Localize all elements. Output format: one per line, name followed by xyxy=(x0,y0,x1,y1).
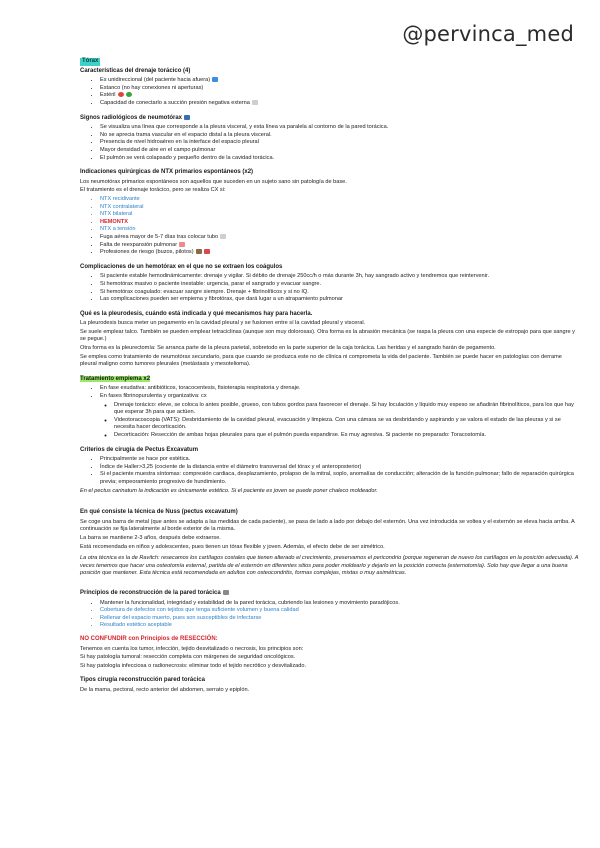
list-item: • El pulmón se verá colapsado y pequeño dentro de la cavidad torácica. xyxy=(100,155,580,163)
pilot-icon xyxy=(196,249,202,254)
pectus-note: En el pectus carinatum la indicación es únicamente estético. Si el paciente es joven se puede poner chaleco moldeador. xyxy=(80,487,378,494)
list-item: • Cobertura de defectos con tejidos que tenga suficiente volumen y buena calidad xyxy=(100,607,580,615)
pleurodesis-paragraph: La pleurodesis busca meter un pegamento en la cavidad pleural y se fusionen entre sí la cavidad pleural y visceral. xyxy=(80,320,366,327)
noconfundir-line: Si hay patología infecciosa o radionecrosis: eliminar todo el tejido necrótico y desvitalizado. xyxy=(80,662,307,669)
drenaje-title: Características del drenaje torácico (4) xyxy=(80,67,191,74)
empiema-list xyxy=(80,385,580,439)
list-item: • NTX recidivante xyxy=(100,196,580,204)
list-item: • Resultado estético aceptable xyxy=(100,622,580,630)
list-item: • NTX bilateral xyxy=(100,211,580,219)
list-item: • No se aprecia trama vascular en el espacio distal a la pleura visceral. xyxy=(100,132,580,140)
list-item: • Mayor densidad de aire en el campo pulmonar xyxy=(100,147,580,155)
xray-icon xyxy=(184,115,190,120)
noconfundir-title: NO CONFUNDIR con Principios de RESECCIÓN: xyxy=(80,635,218,642)
list-item: • En fases fibrinopurulenta y organizativa: cx ◦ Drenaje torácico: eleve, se coloca lo antes posible, grueso, con tubos gordos para favorecer el drenaje. Si hay loculación y líquido muy espeso se añadirán fibrinolíticos, para los que hay que esperar 3h para que actúen. ◦ Videotoracoscopia (VATS): Desbridamiento de la cavidad pleural, evacuación y limpieza. Con una cámara se va desbridando y aspirando y se valora el estado de las pleuras y si se necesita hacer decorticación. ◦ Decorticación: Resección de ambas hojas pleurales para que el pulmón pueda expandirse. Es muy agresiva. Si paciente no preparado: Toracostomía. xyxy=(100,393,580,440)
nuss-title: En qué consiste la técnica de Nuss (pectus excavatum) xyxy=(80,509,238,516)
noconfundir-line: Si hay patología tumoral: resección completa con márgenes de seguridad oncológicos. xyxy=(80,654,296,661)
pleurodesis-title: Qué es la pleurodesis, cuándo está indicada y qué mecanismos hay para hacerla. xyxy=(80,310,313,317)
noconfundir-line: Tenemos en cuenta los tumor, infección, tejido desvitalizado o necrosis, los principios son: xyxy=(80,645,304,652)
microbe-icon xyxy=(126,92,132,97)
list-item: • Si el paciente muestra síntomas: compresión cardiaca, desplazamiento, prolapso de la mitral, soplo, anomalías de conducción; alteración de la función pulmonar; fallo de reparación quirúrgica previa; empeoramiento progresivo de hundimiento. xyxy=(100,471,580,486)
list-item: • NTX a tensión xyxy=(100,226,580,234)
vacuum-icon xyxy=(252,100,258,105)
list-item: • Falta de reexpansión pulmonar xyxy=(100,242,580,250)
indicaciones-list xyxy=(80,196,580,257)
pleurodesis-paragraph: Se suele emplear talco. También se pueden emplear tetraciclinas (aunque son muy dolorosas). Otra forma es la abrasión mecánica (se raspa la pleura con una especie de estropajo para que sangre y se pegue.) xyxy=(80,328,575,343)
indicaciones-intro-2: El tratamiento es el drenaje torácico, pero se realiza CX si: xyxy=(80,187,226,194)
signos-list xyxy=(80,124,580,162)
pleurodesis-paragraph: Se emplea como tratamiento de neumotórax secundario, para que cuando se produzca este no de clínica ni comprometa la vida del paciente. También se puede hacer en patologías con derrame pleural maligno como tumores pleurales (metástasis y mesotelioma). xyxy=(80,353,562,368)
list-item: • En fase exudativa: antibióticos, toracocentesis, fisioterapia respiratoria y drenaje. xyxy=(100,385,580,393)
plane-icon xyxy=(204,249,210,254)
empiema-sublist xyxy=(100,402,580,440)
ravitch-paragraph: La otra técnica es la de Ravitch: resecamos los cartílagos costales que tienen alterado el crecimiento, preservamos el pericondrio (porque regeneran de nuevo los cartílagos en la posición adecuada). A veces tenemos que hacer una osteotomía esternal, partida de el esternón en diferentes sitios para poder moldearlo y dejarlo en la posición correcta (esternotomía). Solo hay que llegar a una buena posición que mantener. Esta técnica está recomendada en adultos con osteocondritis, formas complejas, mixtas o muy asimétricas. xyxy=(80,555,579,577)
list-item: • Las complicaciones pueden ser empiema y fibrotórax, que dará lugar a un atrapamiento pulmonar xyxy=(100,296,580,304)
list-item: • Principalmente se hace por estética. xyxy=(100,456,580,464)
nuss-paragraph: Está recomendada en niños y adolescentes, pues tienen un tórax flexible y joven. Además, el efecto debe de ser simétrico. xyxy=(80,543,385,550)
list-item: • Capacidad de conectarlo a succión presión negativa externa xyxy=(100,100,580,108)
list-item: • Es unidireccional (del paciente hacia afuera) xyxy=(100,77,580,85)
indicaciones-intro-1: Los neumotórax primarios espontáneos son aquellos que suceden en un sujeto sano sin patología de base. xyxy=(80,178,347,185)
nuss-paragraph: Se coge una barra de metal (que antes se adapta a las medidas de cada paciente), se pasa de lado a lado por debajo del esternón. Una vez introducida se voltea y el esternón se eleva hacia arriba. A continuación se fija lateralmente al borde exterior de la misma. xyxy=(80,518,575,533)
watermark: @pervinca_med xyxy=(402,22,574,46)
list-item: • Fuga aérea mayor de 5-7 días tras colocar tubo xyxy=(100,234,580,242)
tipos-title: Tipos cirugía reconstrucción pared torácica xyxy=(80,677,205,684)
list-item: • Rellenar del espacio muerto, pues son susceptibles de infectarse xyxy=(100,615,580,623)
empiema-title: Tratamiento empiema x2 xyxy=(80,375,151,382)
wrench-icon xyxy=(223,590,229,595)
lungs-icon xyxy=(179,242,185,247)
hemotorax-list xyxy=(80,273,580,303)
list-item: • Se visualiza una línea que corresponde a la pleura visceral, y esta línea va paralela al contorno de la pared torácica. xyxy=(100,124,580,132)
list-item: • Estéril xyxy=(100,92,580,100)
list-item: ◦ Decorticación: Resección de ambas hojas pleurales para que el pulmón pueda expandirse. Es muy agresiva. Si paciente no preparado: Toracostomía. xyxy=(114,432,580,440)
pleurodesis-paragraph: Otra forma es la pleurectomía: Se arranca parte de la pleura parietal, sobretodo en la parte superior de la caja torácica. Las heridas y el sangrado harán de pegamento. xyxy=(80,345,496,352)
section-tag: Tórax xyxy=(82,58,99,64)
reconstruccion-title: Principios de reconstrucción de la pared torácica xyxy=(80,590,580,598)
nuss-paragraph: La barra se mantiene 2-3 años, después debe extraerse. xyxy=(80,534,221,541)
list-item: ◦ Drenaje torácico: eleve, se coloca lo antes posible, grueso, con tubos gordos para favorecer el drenaje. Si hay loculación y líquido muy espeso se añadirán fibrinolíticos, para los que hay que esperar 3h para que actúen. xyxy=(114,402,580,417)
list-item: • Si paciente estable hemodinámicamente: drenaje y vigilar. Si débito de drenaje 250cc/h o más durante 3h, hay sangrado activo y tendremos que reintervenir. xyxy=(100,273,580,281)
indicaciones-title: Indicaciones quirúrgicas de NTX primarios espontáneos (x2) xyxy=(80,169,254,176)
list-item: • NTX contralateral xyxy=(100,204,580,212)
hemotorax-title: Complicaciones de un hemotórax en el que no se extraen los coágulos xyxy=(80,263,283,270)
list-item: ◦ Videotoracoscopia (VATS): Desbridamiento de la cavidad pleural, evacuación y limpieza. Con una cámara se va desbridando y aspirando y se valora el estado de las pleuras y si se necesita hacer decorticación. xyxy=(114,417,580,432)
pectus-list xyxy=(80,456,580,486)
no-entry-icon xyxy=(118,92,124,97)
list-item: • Estanco (no hay conexiones ni aperturas) xyxy=(100,85,580,93)
arrow-right-icon xyxy=(212,77,218,82)
document-page xyxy=(80,58,580,696)
tipos-line: De la mama, pectoral, recto anterior del abdomen, serrato y epiplón. xyxy=(80,686,250,693)
drenaje-list xyxy=(80,77,580,107)
list-item: • Profesiones de riesgo (buzos, pilotos) xyxy=(100,249,580,257)
list-item: • HEMONTX xyxy=(100,219,580,227)
list-item: • Presencia de nivel hidroaéreo en la interface del espacio pleural xyxy=(100,139,580,147)
tube-icon xyxy=(220,234,226,239)
list-item: • Índice de Haller>3,25 (cociente de la distancia entre el diámetro transversal del tórax y el anteroposterior) xyxy=(100,464,580,472)
list-item: • Si hemotórax masivo o paciente inestable: urgencia, parar el sangrado y evacuar sangre. xyxy=(100,281,580,289)
signos-title: Signos radiológicos de neumotórax xyxy=(80,115,580,123)
list-item: • Mantener la funcionalidad, integridad y estabilidad de la pared torácica, cubriendo las lesiones y movimiento paradójicos. xyxy=(100,600,580,608)
pectus-title: Criterios de cirugía de Pectus Excavatum xyxy=(80,446,199,453)
reconstruccion-list xyxy=(80,600,580,630)
list-item: • Si hemotórax coagulado: evacuar sangre siempre. Drenaje + fibrinolíticos y si no IQ. xyxy=(100,289,580,297)
